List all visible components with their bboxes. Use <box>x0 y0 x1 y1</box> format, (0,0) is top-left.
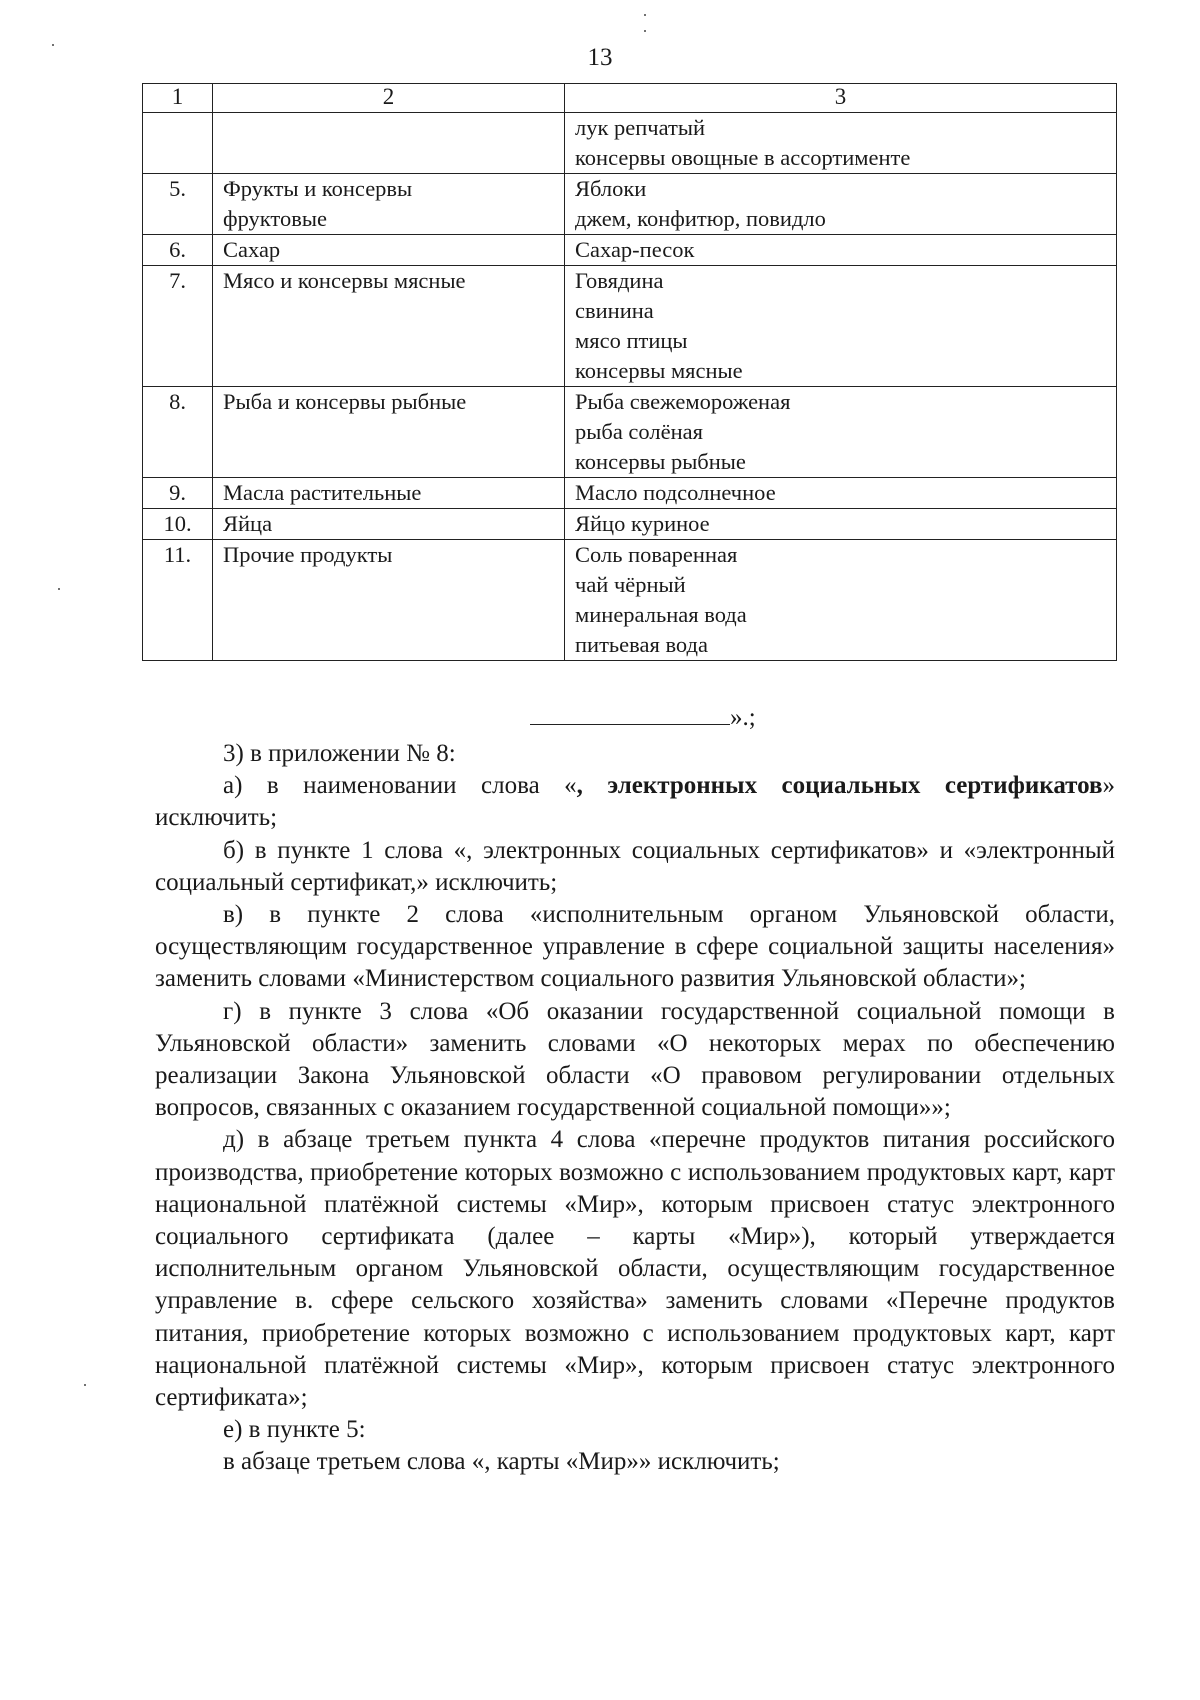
amendment-text <box>155 738 1115 1479</box>
product-item: консервы мясные <box>575 358 743 383</box>
product-group <box>213 235 565 266</box>
paragraph-appendix-8: 3) в приложении № 8: <box>223 740 456 767</box>
scan-speck <box>644 30 646 32</box>
product-item: Соль поваренная <box>575 542 738 567</box>
product-item: Сахар-песок <box>575 237 695 262</box>
product-item: лук репчатый <box>575 115 706 140</box>
product-group <box>213 113 565 174</box>
row-number: 11. <box>143 540 213 661</box>
row-number <box>143 113 213 174</box>
paragraph-a-bold: , электронных социальных сертификатов <box>576 772 1103 800</box>
product-item: Яйцо куриное <box>575 511 710 536</box>
closing-mark <box>530 700 756 732</box>
product-item: джем, конфитюр, повидло <box>575 206 826 231</box>
row-number: 5. <box>143 174 213 235</box>
header-cell-3: 3 <box>565 84 1117 113</box>
product-items <box>565 540 1117 661</box>
row-number: 10. <box>143 509 213 540</box>
product-group-line: Рыба и консервы рыбные <box>223 389 467 414</box>
table-row <box>143 266 1117 387</box>
product-item: минеральная вода <box>575 602 747 627</box>
product-items <box>565 266 1117 387</box>
product-items <box>565 174 1117 235</box>
paragraph-v: в) в пункте 2 слова «исполнительным органом Ульяновской области, осуществляющим государственное управление в сфере социальной защиты населения» заменить словами «Министерством социального развития Ульяновской области»; <box>155 901 1115 993</box>
table-row <box>143 387 1117 478</box>
product-group <box>213 478 565 509</box>
paragraph-g: г) в пункте 3 слова «Об оказании государственной социальной помощи в Ульяновской области» заменить словами «О некоторых мерах по обеспечению реализации Закона Ульяновской области «О правовом регулировании отдельных вопросов, связанных с оказанием государственной социальной помощи»»; <box>155 997 1115 1122</box>
paragraph-e: е) в пункте 5: <box>223 1416 366 1444</box>
product-items <box>565 478 1117 509</box>
scan-speck <box>84 1384 86 1386</box>
table-header-row <box>143 84 1117 113</box>
product-group-line: Фрукты и консервы <box>223 176 413 201</box>
product-item: мясо птицы <box>575 328 688 353</box>
product-group <box>213 174 565 235</box>
table-row <box>143 174 1117 235</box>
table-row <box>143 478 1117 509</box>
table-row <box>143 540 1117 661</box>
paragraph-d: д) в абзаце третьем пункта 4 слова «перечне продуктов питания российского производства, приобретение которых возможно с использованием продуктовых карт, карт национальной платёжной системы «Мир», которым присвоен статус электронного социального сертификата (далее – карты «Мир»), который утверждается исполнительным органом Ульяновской области, осуществляющим государственное управление в. сфере сельского хозяйства» заменить словами «Перечне продуктов питания, приобретение которых возможно с использованием продуктовых карт, карт национальной платёжной системы «Мир», которым присвоен статус электронного сертификата»; <box>155 1126 1115 1412</box>
product-item: консервы овощные в ассортименте <box>575 145 911 170</box>
row-number: 7. <box>143 266 213 387</box>
product-items <box>565 113 1117 174</box>
paragraph-a <box>155 770 1115 834</box>
header-cell-2: 2 <box>213 84 565 113</box>
product-group-line: фруктовые <box>223 206 327 231</box>
header-cell-1: 1 <box>143 84 213 113</box>
table-body <box>143 113 1117 661</box>
product-group <box>213 387 565 478</box>
product-item: Рыба свежемороженая <box>575 389 791 414</box>
product-group-line: Сахар <box>223 237 281 262</box>
product-item: рыба солёная <box>575 419 703 444</box>
table-row <box>143 113 1117 174</box>
product-items <box>565 387 1117 478</box>
product-item: свинина <box>575 298 654 323</box>
row-number: 9. <box>143 478 213 509</box>
closing-quote: ».; <box>730 704 756 731</box>
product-items <box>565 509 1117 540</box>
product-group-line: Мясо и консервы мясные <box>223 268 466 293</box>
page-number: 13 <box>587 44 613 71</box>
product-item: Яблоки <box>575 176 647 201</box>
scan-speck <box>644 14 646 16</box>
product-group <box>213 266 565 387</box>
scan-speck <box>58 588 60 590</box>
table-row <box>143 509 1117 540</box>
product-item: питьевая вода <box>575 632 708 657</box>
paragraph-a-start: а) в наименовании слова « <box>223 772 577 800</box>
product-group-line: Прочие продукты <box>223 542 393 567</box>
paragraph-a-end: » исключить; <box>155 772 1116 832</box>
paragraph-e-sub: в абзаце третьем слова «, карты «Мир»» исключить; <box>223 1448 780 1476</box>
row-number: 6. <box>143 235 213 266</box>
product-item: чай чёрный <box>575 572 686 597</box>
product-table <box>142 83 1117 661</box>
product-item: консервы рыбные <box>575 449 746 474</box>
product-item: Говядина <box>575 268 664 293</box>
table-row <box>143 235 1117 266</box>
product-group <box>213 540 565 661</box>
product-item: Масло подсолнечное <box>575 480 776 505</box>
product-group-line: Масла растительные <box>223 480 422 505</box>
scan-speck <box>52 44 54 46</box>
product-items <box>565 235 1117 266</box>
product-group <box>213 509 565 540</box>
product-group-line: Яйца <box>223 511 273 536</box>
row-number: 8. <box>143 387 213 478</box>
paragraph-b: б) в пункте 1 слова «, электронных социальных сертификатов» и «электронный социальный сертификат,» исключить; <box>155 836 1115 896</box>
